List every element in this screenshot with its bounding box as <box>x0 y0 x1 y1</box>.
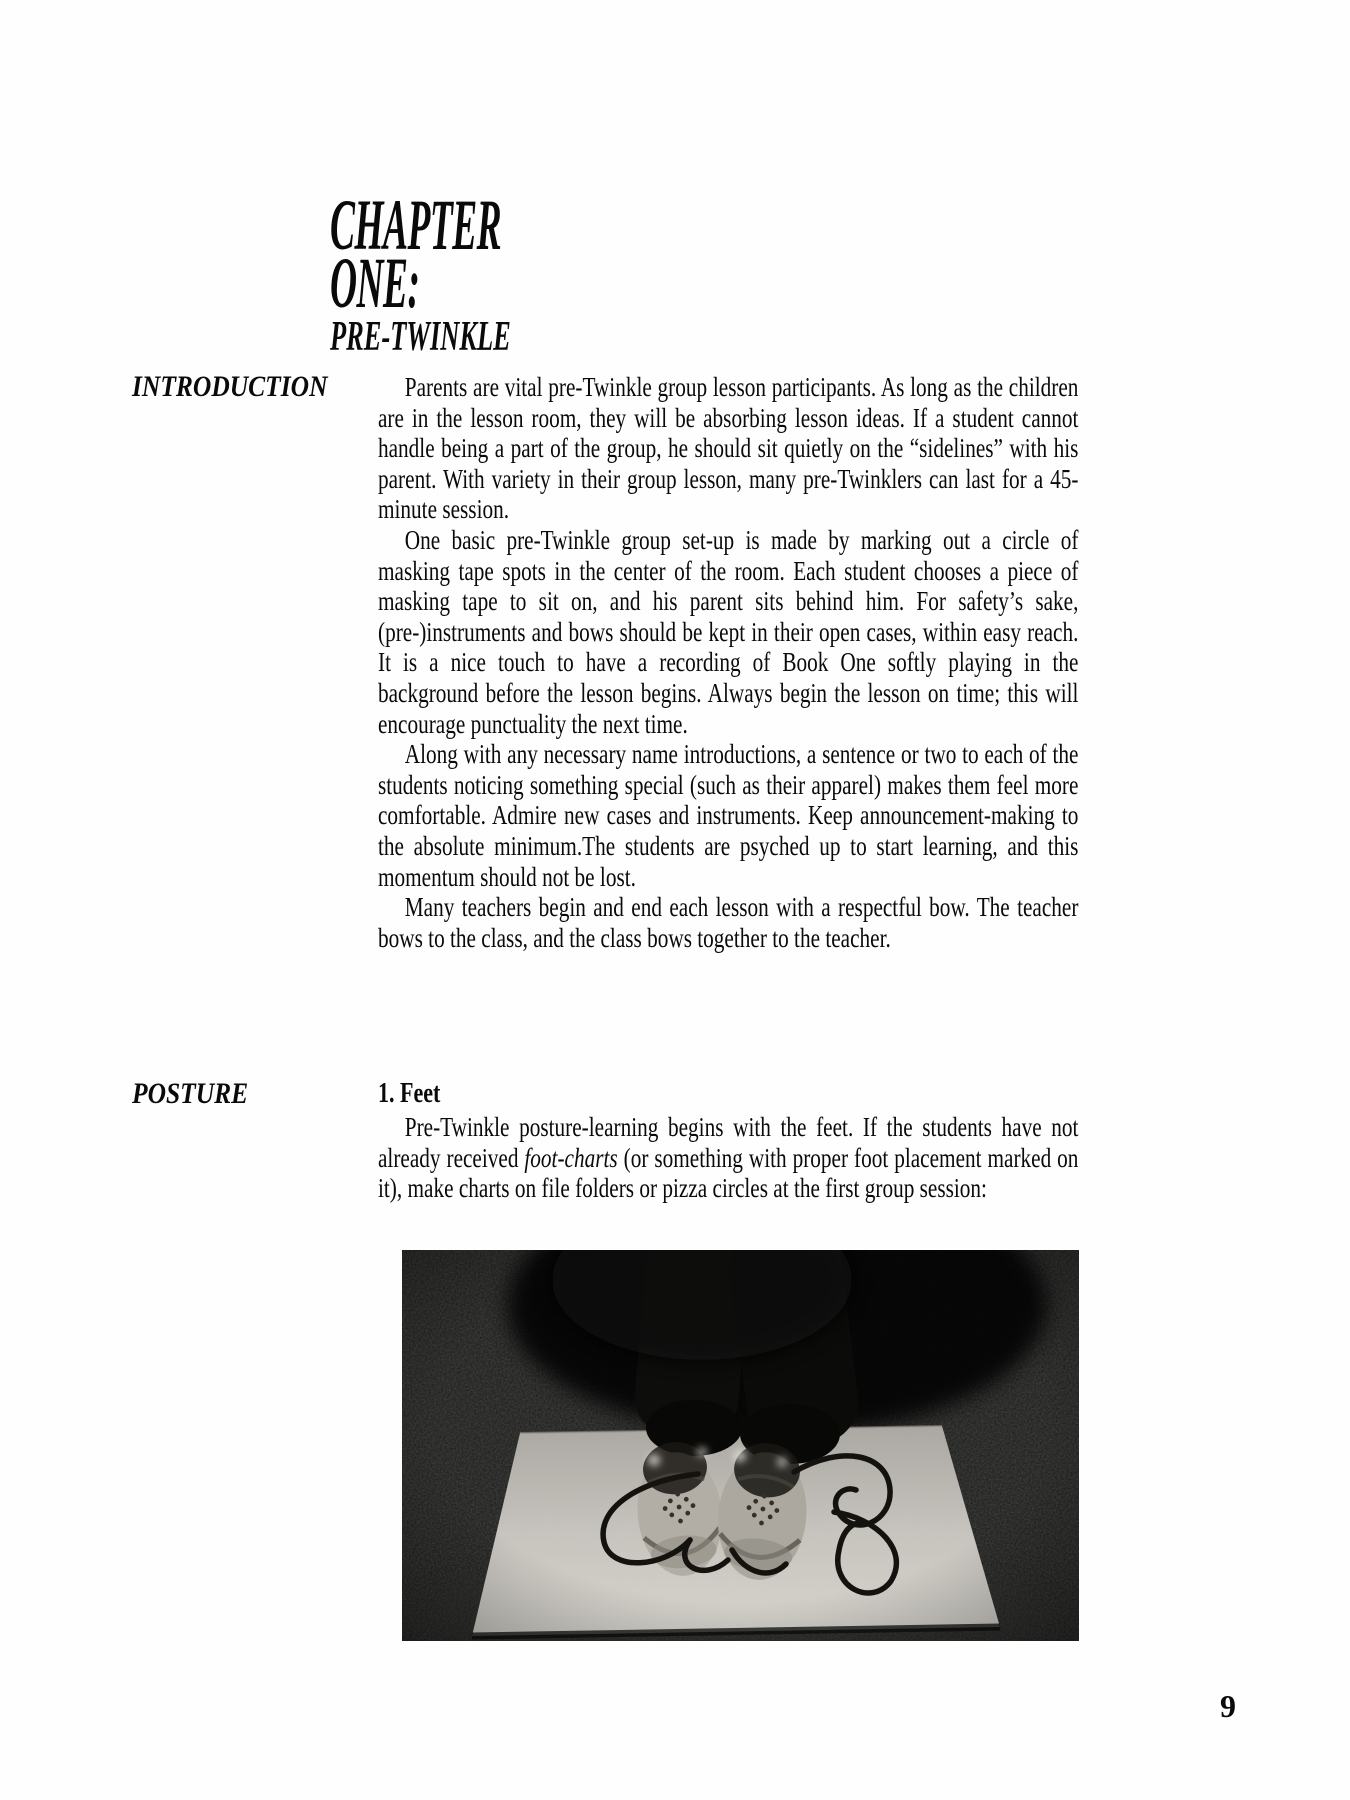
introduction-paragraph-1: Parents are vital pre-Twinkle group lesson participants. As long as the children are in the lesson room, they will be absorbing lesson ideas. If a student cannot handle being a part of the group, he should sit quietly on the “sidelines” with his parent. With variety in their group lesson, many pre-Twinklers can last for a 45-minute session. <box>378 372 1079 525</box>
introduction-paragraph-3: Along with any necessary name introductions, a sentence or two to each of the students noticing something special (such as their apparel) makes them feel more comfortable. Admire new cases and instruments. Keep announcement-making to the absolute minimum.The students are psyched up to start learning, and this momentum should not be lost. <box>378 739 1079 892</box>
posture-paragraph-end: (or something with proper foot placement marked on it), make charts on file folders or pizza circles at the first group session: <box>378 1142 1079 1204</box>
introduction-paragraph-4: Many teachers begin and end each lesson with a respectful bow. The teacher bows to the class, and the class bows together to the teacher. <box>378 892 1079 953</box>
chapter-subtitle: PRE-TWINKLE <box>330 314 511 360</box>
chapter-title <box>330 185 725 323</box>
section-label-introduction: INTRODUCTION <box>132 370 328 403</box>
posture-heading: 1. Feet <box>378 1078 441 1109</box>
introduction-paragraph-2: One basic pre-Twinkle group set-up is made by marking out a circle of masking tape spots in the center of the room. Each student chooses a piece of masking tape to sit on, and his parent sits behind him. For safety’s sake, (pre-)instruments and bows should be kept in their open cases, within easy reach. It is a nice touch to have a recording of Book One softly playing in the background before the lesson begins. Always begin the lesson on time; this will encourage punctuality the next time. <box>378 524 1079 739</box>
foot-chart-photo <box>402 1250 1079 1641</box>
posture-paragraph <box>378 1112 1078 1204</box>
introduction-text <box>378 372 1078 953</box>
posture-paragraph-italic-term: foot-charts <box>524 1142 618 1173</box>
section-label-posture: POSTURE <box>132 1077 249 1110</box>
chapter-title-line2: ONE: <box>330 243 420 323</box>
posture-paragraph-start: Pre-Twinkle posture-learning begins with the feet. If the students have not already received <box>378 1112 1079 1173</box>
posture-text <box>378 1078 1078 1204</box>
chapter-title-line1: CHAPTER <box>330 185 502 265</box>
page-number: 9 <box>1220 1688 1236 1724</box>
foot-chart-photo-drawing <box>402 1250 1079 1641</box>
